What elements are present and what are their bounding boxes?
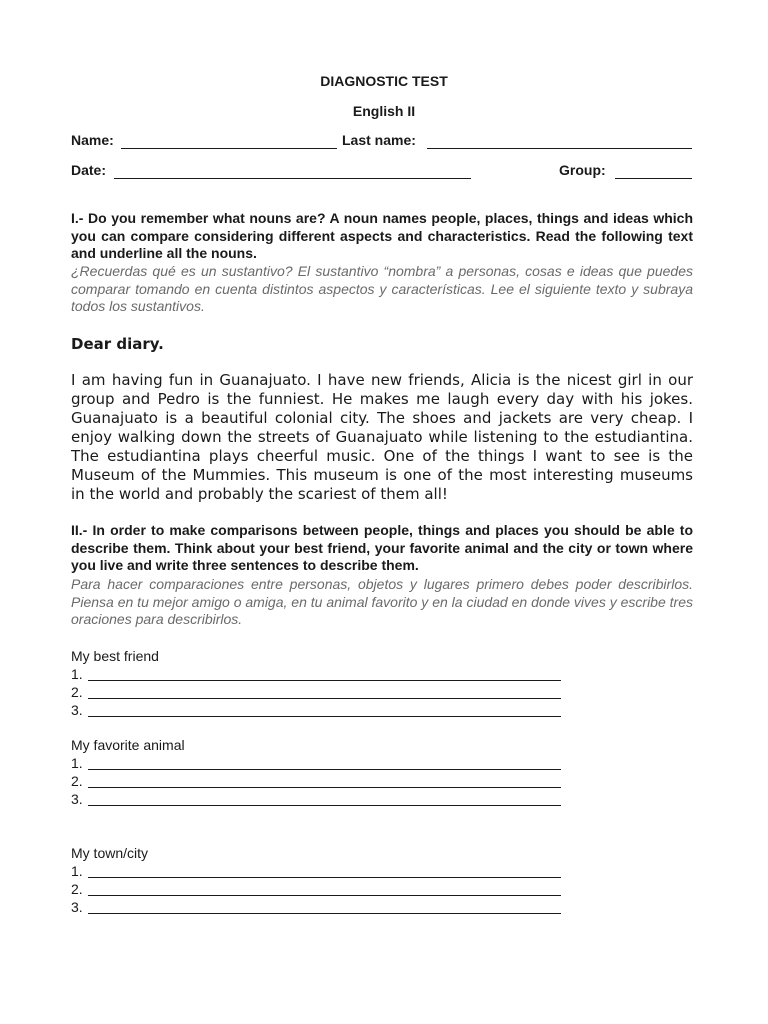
section2-instruction: II.- In order to make comparisons between people, things and places you should be able to describe them. Think about your best friend, your favorite animal and the city or town where you live and write three sentences to describe them. xyxy=(71,522,693,573)
line-number: 2. xyxy=(71,881,83,897)
favorite-animal-line-3[interactable] xyxy=(71,791,561,809)
line-number: 1. xyxy=(71,863,83,879)
favorite-animal-heading: My favorite animal xyxy=(71,737,185,753)
section2-instruction-es: Para hacer comparaciones entre personas, objetos y lugares primero debes poder describirlos. Piensa en tu mejor amigo o amiga, en tu animal favorito y en la ciudad en donde vives y escribe tres oraciones para describirlos. xyxy=(71,576,693,627)
name-field[interactable] xyxy=(121,148,337,149)
town-city-line-2[interactable] xyxy=(71,881,561,899)
group-field[interactable] xyxy=(615,178,692,179)
town-city-heading: My town/city xyxy=(71,845,149,861)
town-city-line-3[interactable] xyxy=(71,899,561,917)
line-number: 2. xyxy=(71,684,83,700)
best-friend-line-1[interactable] xyxy=(71,666,561,684)
date-label: Date: xyxy=(71,162,107,178)
diary-heading: Dear diary. xyxy=(71,335,164,353)
date-field[interactable] xyxy=(114,178,471,179)
line-number: 1. xyxy=(71,666,83,682)
best-friend-line-2[interactable] xyxy=(71,684,561,702)
last-name-field[interactable] xyxy=(427,148,692,149)
group-label: Group: xyxy=(559,162,606,178)
best-friend-heading: My best friend xyxy=(71,648,159,664)
town-city-line-1[interactable] xyxy=(71,863,561,881)
diary-body: I am having fun in Guanajuato. I have new friends, Alicia is the nicest girl in our group and Pedro is the funniest. He makes me laugh every day with his jokes. Guanajuato is a beautiful colonial city. The shoes and jackets are very cheap. I enjoy walking down the streets of Guanajuato while listening to the estudiantina. The estudiantina plays cheerful music. One of the things I want to see is the Museum of the Mummies. This museum is one of the most interesting museums in the world and probably the scariest of them all! xyxy=(71,371,693,503)
line-number: 3. xyxy=(71,791,83,807)
line-number: 3. xyxy=(71,702,83,718)
line-number: 1. xyxy=(71,755,83,771)
section1-instruction-es: ¿Recuerdas qué es un sustantivo? El sustantivo “nombra” a personas, cosas e ideas que puedes comparar tomando en cuenta distintos aspectos y características. Lee el siguiente texto y subraya todos los sustantivos. xyxy=(71,263,693,314)
line-number: 2. xyxy=(71,773,83,789)
page-subtitle: English II xyxy=(352,103,416,119)
favorite-animal-line-2[interactable] xyxy=(71,773,561,791)
line-number: 3. xyxy=(71,899,83,915)
section1-instruction: I.- Do you remember what nouns are? A noun names people, places, things and ideas which you can compare considering different aspects and characteristics. Read the following text and underline all the nouns. xyxy=(71,210,693,261)
last-name-label: Last name: xyxy=(342,132,416,148)
name-label: Name: xyxy=(71,132,114,148)
best-friend-line-3[interactable] xyxy=(71,702,561,720)
page-title: DIAGNOSTIC TEST xyxy=(320,73,448,89)
favorite-animal-line-1[interactable] xyxy=(71,755,561,773)
